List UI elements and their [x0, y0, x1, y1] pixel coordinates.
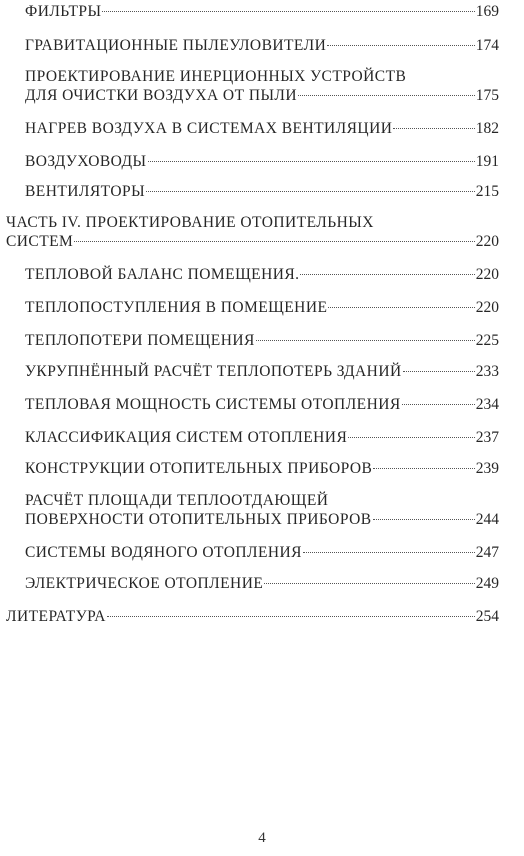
dot-leader [300, 274, 474, 275]
toc-entry [25, 491, 499, 529]
dot-leader [74, 241, 474, 242]
toc-entry-title: ТЕПЛОВАЯ МОЩНОСТЬ СИСТЕМЫ ОТОПЛЕНИЯ [25, 396, 401, 413]
dot-leader [102, 11, 474, 12]
toc-entry [25, 428, 499, 447]
dot-leader [327, 45, 475, 46]
toc-entry-title: ФИЛЬТРЫ [25, 3, 102, 20]
dot-leader [256, 340, 475, 341]
toc-entry-title: ТЕПЛОПОСТУПЛЕНИЯ В ПОМЕЩЕНИЕ [25, 299, 328, 316]
toc-entry [25, 362, 499, 381]
toc-entry-title: КЛАССИФИКАЦИЯ СИСТЕМ ОТОПЛЕНИЯ [25, 429, 348, 446]
dot-leader [303, 552, 475, 553]
dot-leader [373, 468, 474, 469]
toc-entry-title: СИСТЕМЫ ВОДЯНОГО ОТОПЛЕНИЯ [25, 544, 302, 561]
toc-entry [25, 459, 499, 478]
toc-entry-page: 191 [475, 153, 499, 170]
toc-entry-page: 220 [475, 266, 499, 283]
toc-entry [25, 543, 499, 562]
toc-entry-title: ТЕПЛОПОТЕРИ ПОМЕЩЕНИЯ [25, 332, 255, 349]
toc-entry-title: ПОВЕРХНОСТИ ОТОПИТЕЛЬНЫХ ПРИБОРОВ [25, 511, 372, 528]
toc-entry-title: ЭЛЕКТРИЧЕСКОЕ ОТОПЛЕНИЕ [25, 575, 264, 592]
dot-leader [264, 583, 474, 584]
toc-entry-page: 220 [475, 233, 499, 250]
dot-leader [348, 437, 475, 438]
toc-entry [25, 298, 499, 317]
toc-entry [6, 213, 499, 251]
toc-entry-page: 225 [475, 332, 499, 349]
toc-entry-title: УКРУПНЁННЫЙ РАСЧЁТ ТЕПЛОПОТЕРЬ ЗДАНИЙ [25, 363, 402, 380]
toc-entry-page: 169 [475, 3, 499, 20]
dot-leader [373, 519, 475, 520]
toc-entry-title: ЛИТЕРАТУРА [6, 608, 106, 625]
toc-entry-title: ВОЗДУХОВОДЫ [25, 153, 147, 170]
toc-entry-page: 254 [475, 608, 499, 625]
toc-entry [25, 265, 499, 284]
toc-entry-title: ДЛЯ ОЧИСТКИ ВОЗДУХА ОТ ПЫЛИ [25, 87, 298, 104]
toc-entry-title: ТЕПЛОВОЙ БАЛАНС ПОМЕЩЕНИЯ. [25, 266, 300, 283]
toc-entry [25, 36, 499, 55]
toc-entry-page: 182 [475, 120, 499, 137]
toc-entry [25, 119, 499, 138]
toc-entry-page: 237 [475, 429, 499, 446]
toc-entry-page: 244 [475, 511, 499, 528]
dot-leader [298, 95, 475, 96]
toc-entry-page: 174 [475, 37, 499, 54]
dot-leader [148, 161, 475, 162]
dot-leader [402, 404, 475, 405]
toc-entry-page: 175 [475, 87, 499, 104]
dot-leader [393, 128, 474, 129]
toc-entry-title: СИСТЕМ [6, 233, 74, 250]
toc-entry [25, 574, 499, 593]
toc-entry-page: 247 [475, 544, 499, 561]
toc-entry-page: 233 [475, 363, 499, 380]
toc-entry-page: 234 [475, 396, 499, 413]
toc-entry-title: НАГРЕВ ВОЗДУХА В СИСТЕМАХ ВЕНТИЛЯЦИИ [25, 120, 393, 137]
toc-entry [25, 395, 499, 414]
dot-leader [107, 616, 475, 617]
toc-entry-title: КОНСТРУКЦИИ ОТОПИТЕЛЬНЫХ ПРИБОРОВ [25, 460, 373, 477]
toc-entry-page: 220 [475, 299, 499, 316]
page-number: 4 [258, 830, 266, 846]
toc-entry-page: 215 [475, 183, 499, 200]
toc-entry-page: 249 [475, 575, 499, 592]
toc-entry-title-line1: ПРОЕКТИРОВАНИЕ ИНЕРЦИОННЫХ УСТРОЙСТВ [25, 68, 407, 85]
dot-leader [146, 191, 475, 192]
toc-entry-title-line1: РАСЧЁТ ПЛОЩАДИ ТЕПЛООТДАЮЩЕЙ [25, 492, 329, 509]
toc-entry [25, 2, 499, 21]
toc-entry [25, 182, 499, 201]
dot-leader [403, 371, 475, 372]
toc-entry-title-line1: ЧАСТЬ IV. ПРОЕКТИРОВАНИЕ ОТОПИТЕЛЬНЫХ [6, 214, 374, 231]
toc-entry [6, 607, 499, 626]
toc-entry-title: ГРАВИТАЦИОННЫЕ ПЫЛЕУЛОВИТЕЛИ [25, 37, 327, 54]
toc-entry-title: ВЕНТИЛЯТОРЫ [25, 183, 146, 200]
toc-entry [25, 152, 499, 171]
toc-entry [25, 67, 499, 105]
dot-leader [328, 307, 474, 308]
toc-entry [25, 331, 499, 350]
toc-entry-page: 239 [475, 460, 499, 477]
